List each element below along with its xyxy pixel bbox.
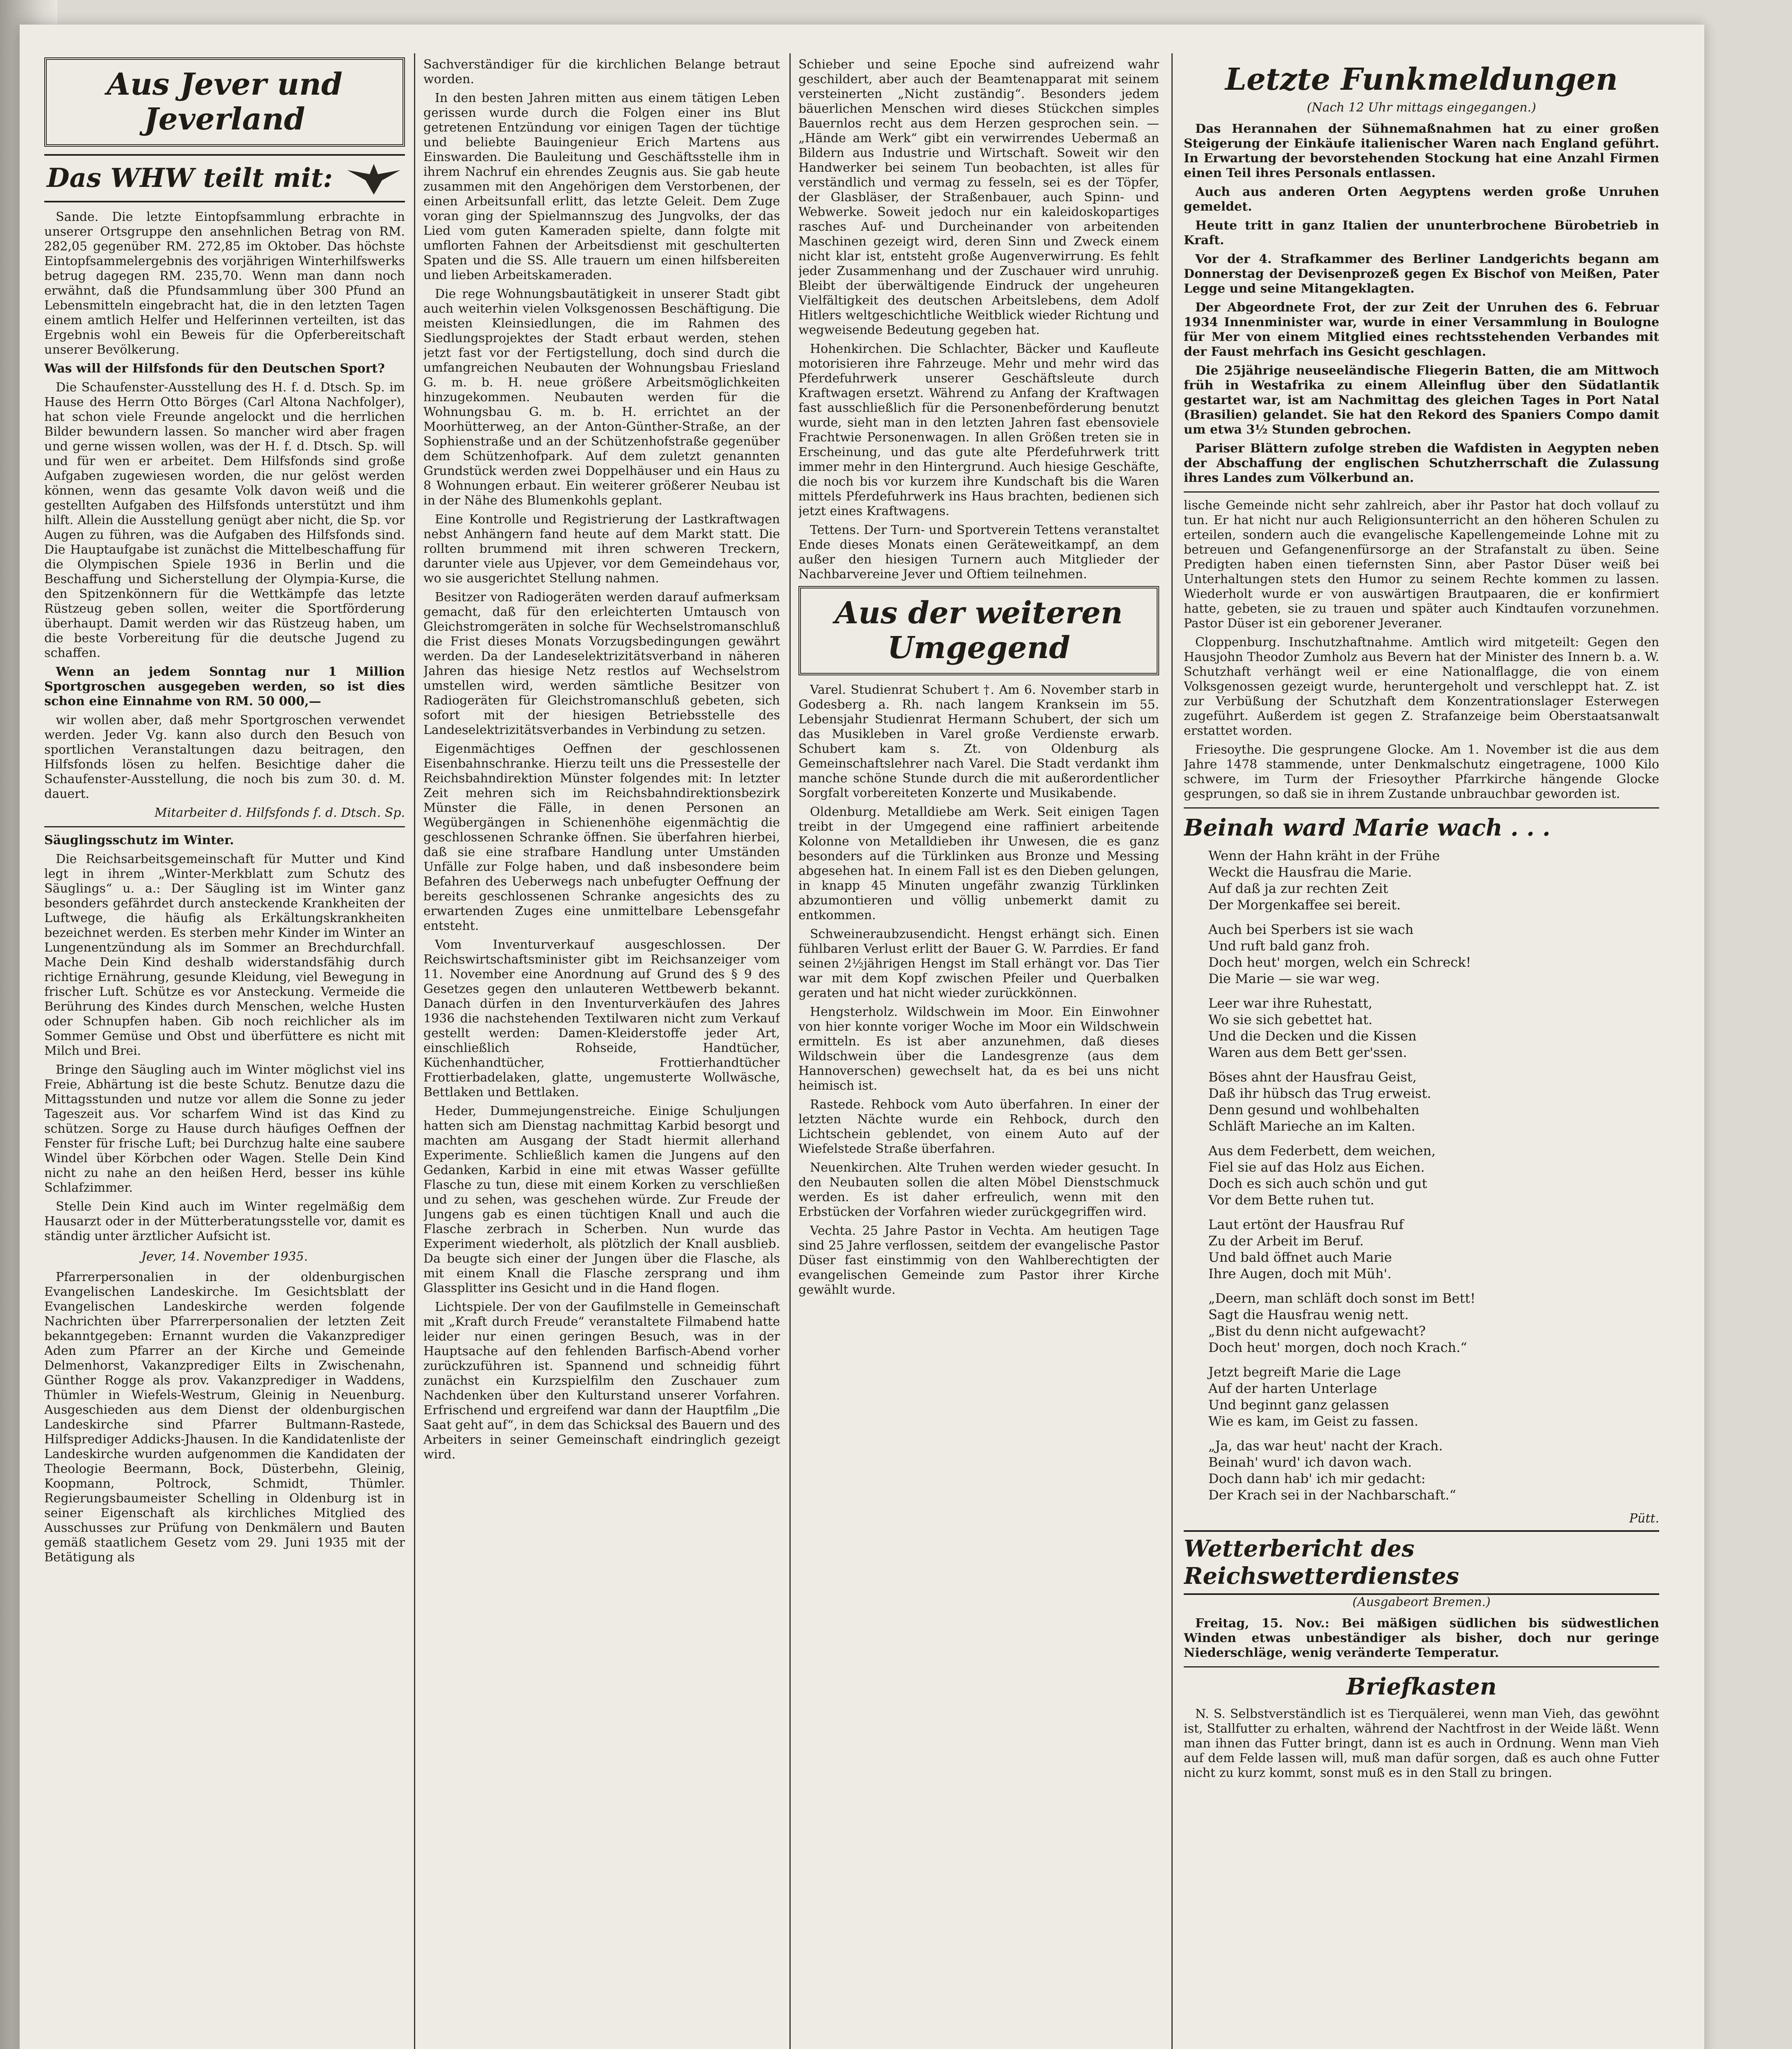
article-text: Bringe den Säugling auch im Winter möglichst viel ins Freie, Abhärtung ist die beste Schutz. Benutze dazu die Mittagsstunden und nutze vor allem die Sonne zu jeder Tageszeit aus. Vor scharfem Wind ist das Kind zu schützen. Sorge zu Hause durch häufiges Oeffnen der Fenster für frische Luft; bei Durchzug halte eine saubere Windel über Körbchen oder Wagen. Stelle Dein Kind nicht zu nahe an den heißen Herd, besser ins kühle Schlafzimmer.: [44, 1063, 405, 1195]
poem-line: Denn gesund und wohlbehalten: [1208, 1102, 1419, 1118]
poem-stanza: [1208, 1364, 1659, 1429]
article-text: Eine Kontrolle und Registrierung der Lastkraftwagen nebst Anhängern fand heute auf dem Markt statt. Die rollten brummend mit ihren schweren Treckern, darunter viele aus Upjever, vor dem Gemeindehaus vor, wo sie ausgerichtet Stellung nahmen.: [423, 512, 780, 586]
dateline: Jever, 14. November 1935.: [141, 1249, 308, 1264]
poem-line: Zu der Arbeit im Beruf.: [1208, 1233, 1364, 1249]
poem-line: Jetzt begreift Marie die Lage: [1208, 1364, 1401, 1380]
article-heading: Was will der Hilfsfonds für den Deutschen Sport?: [44, 361, 385, 376]
news-item: Der Abgeordnete Frot, der zur Zeit der Unruhen des 6. Februar 1934 Innenminister war, wurde in einer Versammlung in Boulogne für Mer von einem Mitglied eines rechtsstehenden Verbandes mit der Faust mehrfach ins Gesicht geschlagen.: [1184, 300, 1659, 359]
divider: [1184, 1666, 1659, 1667]
article-text: Eigenmächtiges Oeffnen der geschlossenen Eisenbahnschranke. Hierzu teilt uns die Pressestelle der Reichsbahndirektion Münster folgendes mit: In letzter Zeit mehren sich im Reichsbahndirektionsbezirk Münster die Fälle, in denen Personen an Wegübergängen in Schienenhöhe eigenmächtig die geschlossenen Schranke öffnen. Sie überfahren hierbei, daß sie eine strafbare Handlung unter Umständen Unfälle zur Folge haben, und daß insbesondere beim Befahren des Ueberwegs nach unbefugter Oeffnung der bereits geschlossenen Schranke angesichts des zu erwartenden Zuges eine unmittelbare Lebensgefahr entsteht.: [423, 742, 780, 933]
divider: [1184, 491, 1659, 493]
section-header-box: [44, 57, 405, 147]
poem-stanza: [1208, 1290, 1659, 1356]
weather-text: Freitag, 15. Nov.: Bei mäßigen südlichen bis südwestlichen Winden etwas unbeständiger als bisher, doch nur geringe Niederschläge, wenig veränderte Temperatur.: [1184, 1616, 1659, 1661]
article-text: Rastede. Rehbock vom Auto überfahren. In einer der letzten Nächte wurde ein Rehbock, durch den Lichtschein geblendet, von einem Auto auf der Wiefelstede Straße überfahren.: [798, 1097, 1159, 1156]
news-item: Die 25jährige neuseeländische Fliegerin Batten, die am Mittwoch früh in Westafrika zu einem Alleinflug über den Südatlantik gestartet war, ist am Nachmittag des gleichen Tages in Port Natal (Brasilien) gelandet. Sie hat den Rekord des Spaniers Compo damit um etwa 3½ Stunden gebrochen.: [1184, 363, 1659, 437]
poem-line: Daß ihr hübsch das Trug erweist.: [1208, 1085, 1431, 1101]
poem-line: Beinah' wurd' ich davon wach.: [1208, 1454, 1412, 1470]
poem-line: Fiel sie auf das Holz aus Eichen.: [1208, 1159, 1425, 1175]
news-item: Heute tritt in ganz Italien der ununterbrochene Bürobetrieb in Kraft.: [1184, 218, 1659, 248]
article-text: Sachverständiger für die kirchlichen Belange betraut worden.: [423, 57, 780, 86]
article-text: Besitzer von Radiogeräten werden darauf aufmerksam gemacht, daß für den erleichterten Umtausch von Gleichstromgeräten in solche für Wechselstromanschluß die Frist dieses Monats Vorzugsbedingungen gewährt werden. Da der Landeselektrizitätsverband in näheren Jahren das hiesige Netz restlos auf Wechselstrom umstellen wird, werden sämtliche Besitzer von Radiogeräten für Gleichstromanschluß gebeten, sich sofort mit der hiesigen Betriebsstelle des Landeselektrizitätsverbandes in Verbindung zu setzen.: [423, 590, 780, 737]
poem-stanza: [1208, 1069, 1659, 1134]
article-text: Stelle Dein Kind auch im Winter regelmäßig dem Hausarzt oder in der Mütterberatungsstelle vor, damit es ständig unter ärztlicher Aufsicht ist.: [44, 1199, 405, 1244]
poem-line: Auf der harten Unterlage: [1208, 1380, 1377, 1396]
column-rule: [1171, 53, 1173, 2049]
poem-line: Doch heut' morgen, doch noch Krach.“: [1208, 1339, 1467, 1355]
section-title: Aus der weiteren Umgegend: [835, 595, 1123, 666]
article-text: Hohenkirchen. Die Schlachter, Bäcker und Kaufleute motorisieren ihre Fahrzeuge. Mehr und mehr wird das Pferdefuhrwerk unserer Geschäftsleute durch Kraftwagen ersetzt. Während zu Anfang der Kraftwagen fast ausschließlich für die Personenbeförderung benutzt wurde, sieht man in den letzten Jahren fast ebensoviele Frachtwie Personenwagen. In allen Größen treten sie in Erscheinung, und das gute alte Pferdefuhrwerk tritt immer mehr in den Hintergrund. Auch hiesige Geschäfte, die noch bis vor kurzem ihre Kundschaft bis die Waren mittels Pferdefuhrwerk ins Haus brachten, bedienen sich jetzt eines Kraftwagens.: [798, 342, 1159, 518]
poem-line: Doch heut' morgen, welch ein Schreck!: [1208, 954, 1471, 970]
poem-line: Sagt die Hausfrau wenig nett.: [1208, 1306, 1409, 1322]
article-text: Cloppenburg. Inschutzhaftnahme. Amtlich wird mitgeteilt: Gegen den Hausjohn Theodor Zumholz aus Bevern hat der Minister des Innern b. a. W. Schutzhaft verhängt weil er eine Nationalflagge, die von einem Volksgenossen gezeigt wurde, heruntergeholt und verschleppt hat. Z. ist zur Verbüßung der Schutzhaft dem Konzentrationslager Esterwegen zugeführt. Außerdem ist gegen Z. Strafanzeige beim Oberstaatsanwalt erstattet worden.: [1184, 635, 1659, 738]
poem-signature: Pütt.: [1629, 1511, 1659, 1526]
article-text: Friesoythe. Die gesprungene Glocke. Am 1. November ist die aus dem Jahre 1478 stammende, unter Denkmalschutz eingetragene, 1000 Kilo schwere, im Turm der Friesoyther Pfarrkirche hängende Glocke gesprungen, so daß sie in ihrem Zustande unbrauchbar geworden ist.: [1184, 742, 1659, 801]
poem-line: Die Marie — sie war weg.: [1208, 970, 1380, 986]
article-text: Die Reichsarbeitsgemeinschaft für Mutter und Kind legt in ihrem „Winter-Merkblatt zum Schutz des Säuglings“ u. a.: Der Säugling ist im Winter ganz besonders gefährdet durch ansteckende Krankheiten der Luftwege, die häufig als Erkältungskrankheiten bezeichnet werden. Es sterben mehr Kinder im Winter an Lungenentzündung als im Sommer an Brechdurchfall. Mache Dein Kind deshalb widerstandsfähig durch richtige Ernährung, gesunde Kleidung, viel Bewegung in frischer Luft. Schütze es vor Ansteckung. Vermeide die Berührung des Kindes durch Menschen, welche Husten oder Schnupfen haben. Gib noch reichlicher als im Sommer Gemüse und Obst und überfüttere es nicht mit Milch und Brei.: [44, 852, 405, 1059]
poem-line: Wie es kam, im Geist zu fassen.: [1208, 1413, 1419, 1429]
column-2: [423, 57, 780, 2049]
divider: [44, 826, 405, 827]
poem-line: Laut ertönt der Hausfrau Ruf: [1208, 1216, 1404, 1232]
poem-line: Waren aus dem Bett ger'ssen.: [1208, 1044, 1407, 1060]
weather-title: Wetterbericht des Reichswetterdienstes: [1184, 1535, 1459, 1590]
poem-line: Und beginnt ganz gelassen: [1208, 1397, 1389, 1413]
section-header-box: [798, 586, 1159, 675]
article-text: Oldenburg. Metalldiebe am Werk. Seit einigen Tagen treibt in der Umgegend eine raffiniert arbeitende Kolonne von Metalldieben ihr Unwesen, die es ganz besonders auf die Türklinken aus Bronze und Messing abgesehen hat. In einem Fall ist es den Dieben gelungen, in knapp 45 Minuten ungefähr zwanzig Türklinken abzumontieren und völlig unbemerkt damit zu entkommen.: [798, 805, 1159, 923]
article-text: lische Gemeinde nicht sehr zahlreich, aber ihr Pastor hat doch vollauf zu tun. Er hat nicht nur auch Religionsunterricht an den höheren Schulen zu erteilen, sondern auch die evangelische Kapellengemeinde Lohne mit zu betreuen und Gefangenenfürsorge an der Strafanstalt zu üben. Seine Predigten haben einen tiefernsten Sinn, aber Pastor Düser weiß bei Unterhaltungen stets den Humor zu seinem Rechte kommen zu lassen. Wiederholt wurde er von auswärtigen Brautpaaren, die er konfirmiert hatte, gebeten, sie zu trauen und später auch Kindtaufen vorzunehmen. Pastor Düser ist ein geborener Jeveraner.: [1184, 498, 1659, 631]
poem-stanza: [1208, 921, 1659, 987]
poem-line: Und ruft bald ganz froh.: [1208, 938, 1370, 954]
poem-line: Und bald öffnet auch Marie: [1208, 1249, 1392, 1265]
article-text: Schweineraubzusendicht. Hengst erhängt sich. Einen fühlbaren Verlust erlitt der Bauer G. W. Parrdies. Er fand seinen 2½jährigen Hengst im Stall erhängt vor. Das Tier war mit dem Kopf zwischen Pfeiler und Querbalken geraten und hat nicht wieder zurückkönnen.: [798, 927, 1159, 1001]
article-text: In den besten Jahren mitten aus einem tätigen Leben gerissen wurde durch die Folgen einer ins Blut getretenen Entzündung vor einigen Tagen der tüchtige und beliebte Bauingenieur Erich Martens aus Einswarden. Die Bauleitung und Geschäftsstelle ihm in ihrem Nachruf ein ehrendes Zeugnis aus. Sie gab heute zusammen mit den Angehörigen dem Verstorbenen, der einen Arbeitsunfall erlitt, das letzte Geleit. Dem Zuge voran ging der Spielmannszug des Jungvolks, der das Lied vom guten Kameraden spielte, dann folgte mit umflorten Fahnen der Arbeitsdienst mit geschulterten Spaten und die SS. Alle trauern um einen hilfsbereiten und lieben Arbeitskameraden.: [423, 91, 780, 282]
poem-line: Der Krach sei in der Nachbarschaft.“: [1208, 1487, 1456, 1503]
newspaper-page: [20, 25, 1704, 2049]
article-text: Vom Inventurverkauf ausgeschlossen. Der Reichswirtschaftsminister gibt im Reichsanzeiger vom 11. November eine Anordnung auf Grund des § 9 des Gesetzes gegen den unlauteren Wettbewerb bekannt. Danach dürfen in den Inventurverkäufen des Jahres 1936 die nachstehenden Textilwaren nicht zum Verkauf gestellt werden: Damen-Kleiderstoffe jeder Art, einschließlich Rohseide, Handtücher, Küchenhandtücher, Frottierhandtücher Frottierbadelaken, glatte, ungemusterte Wollwäsche, Bettlaken und Bettlaken.: [423, 938, 780, 1099]
article-text: Lichtspiele. Der von der Gaufilmstelle in Gemeinschaft mit „Kraft durch Freude“ veranstaltete Filmabend hatte leider nur einen geringen Besuch, was in der Hauptsache auf den fehlenden Barfisch-Abend vorher zurückzuführen ist. Spannend und schneidig führt zunächst ein Kurzspielfilm den Zuschauer zum Nachdenken über den Kulturstand unserer Vorfahren. Erfrischend und ergreifend war dann der Hauptfilm „Die Saat geht auf“, in dem das Schicksal des Bauern und des Arbeiters in seiner Gemeinschaft eindringlich gezeigt wird.: [423, 1300, 780, 1462]
article-text: Neuenkirchen. Alte Truhen werden wieder gesucht. In den Neubauten sollen die alten Möbel Dienstschmuck werden. Es ist daher erfreulich, wenn mit den Erbstücken der Vorfahren wieder zurückgegriffen wird.: [798, 1161, 1159, 1220]
poem: [1184, 847, 1659, 1503]
poem-stanza: [1208, 995, 1659, 1061]
column-1: [44, 57, 405, 2049]
poem-line: Weckt die Hausfrau die Marie.: [1208, 864, 1412, 880]
poem-line: Wenn der Hahn kräht in der Frühe: [1208, 847, 1440, 863]
poem-line: Vor dem Bette ruhen tut.: [1208, 1192, 1374, 1208]
poem-line: Der Morgenkaffee sei bereit.: [1208, 897, 1401, 913]
article-text: Schieber und seine Epoche sind aufreizend wahr geschildert, aber auch der Beamtenapparat mit seinem versteinerten „Nicht zuständig“. Besonders jedem bäuerlichen Menschen wird dieses Stückchen simples Bauernlos recht aus dem Herzen gesprochen sein. — „Hände am Werk“ gibt ein verwirrendes Uebermaß an Bildern aus Industrie und Wirtschaft. Soweit wir den Handwerker bei seinem Tun beobachten, ist alles für verständlich und vermag zu fesseln, sei es der Töpfer, der Glasbläser, der Straßenbauer, auch Spinn- und Webwerke. Soweit jedoch nur ein kaleidoskopartiges rasches Auf- und Durcheinander von arbeitenden Maschinen gezeigt wird, deren Sinn und Zweck einem nicht klar ist, entsteht große Augenverwirrung. Es fehlt jeder Zusammenhang und der Zuschauer wird unruhig. Bleibt der überwältigende Eindruck der ungeheuren Vielfältigkeit des deutschen Arbeitslebens, dem Adolf Hitlers weltgeschichtliche Weitblick wieder Richtung und wegweisende Bedeutung gegeben hat.: [798, 57, 1159, 337]
column-3: [798, 57, 1159, 2049]
article-highlight: Wenn an jedem Sonntag nur 1 Million Sportgroschen ausgegeben werden, so ist dies schon eine Einnahme von RM. 50 000,—: [44, 665, 405, 709]
poem-stanza: [1208, 847, 1659, 913]
poem-line: Leer war ihre Ruhestatt,: [1208, 995, 1373, 1011]
poem-line: „Ja, das war heut' nacht der Krach.: [1208, 1438, 1443, 1454]
eagle-emblem-icon: [345, 160, 403, 197]
news-item: Auch aus anderen Orten Aegyptens werden große Unruhen gemeldet.: [1184, 184, 1659, 214]
poem-line: Wo sie sich gebettet hat.: [1208, 1011, 1373, 1027]
article-text: Die rege Wohnungsbautätigkeit in unserer Stadt gibt auch weiterhin vielen Volksgenossen Beschäftigung. Die meisten Kleinsiedlungen, die im Rahmen des Siedlungsprojektes der Stadt erbaut werden, stehen jetzt fast vor der Fertigstellung, doch sind durch die umfangreichen Neubauten der Wohnungsbau Friesland G. m. b. H. neue größere Arbeitsmöglichkeiten hinzugekommen. Neubauten werden für die Wohnungsbau G. m. b. H. errichtet an der Moorhütterweg, an der Anton-Günther-Straße, an der Sophienstraße und an der Schützenhofstraße gegenüber dem Schützenhofpark. Auf dem zuletzt genannten Grundstück werden zwei Doppelhäuser und ein Haus zu 8 Wohnungen erbaut. Ein weiterer größerer Neubau ist in der Nähe des Blumenkohls geplant.: [423, 287, 780, 508]
poem-stanza: [1208, 1143, 1659, 1208]
letters-text: N. S. Selbstverständlich ist es Tierquälerei, wenn man Vieh, das gewöhnt ist, Stallfutter zu erhalten, während der Nachtfrost in der Weide läßt. Wenn man ihnen das Futter bringt, dann ist es auch in Ordnung. Wenn man Vieh auf dem Felde lassen will, muß man dafür sorgen, daß es auch ohne Futter nicht zu kurz kommt, sonst muß es in den Stall zu bringen.: [1184, 1706, 1659, 1780]
article-signature: Mitarbeiter d. Hilfsfonds f. d. Dtsch. Sp.: [155, 806, 405, 820]
poem-line: Auf daß ja zur rechten Zeit: [1208, 880, 1388, 896]
news-item: Das Herannahen der Sühnemaßnahmen hat zu einer großen Steigerung der Einkäufe italienischer Waren nach England geführt. In Erwartung der bevorstehenden Stockung hat eine Anzahl Firmen einen Teil ihres Personals entlassen.: [1184, 121, 1659, 180]
poem-line: Doch dann hab' ich mir gedacht:: [1208, 1470, 1426, 1486]
poem-line: Auch bei Sperbers ist sie wach: [1208, 921, 1414, 937]
article-heading: Säuglingsschutz im Winter.: [44, 833, 234, 848]
news-item: Pariser Blättern zufolge streben die Wafdisten in Aegypten neben der Abschaffung der englischen Schutzherrschaft die Zulassung ihres Landes zum Völkerbund an.: [1184, 441, 1659, 485]
poem-line: „Deern, man schläft doch sonst im Bett!: [1208, 1290, 1476, 1306]
article-text: Sande. Die letzte Eintopfsammlung erbrachte in unserer Ortsgruppe den ansehnlichen Betrag von RM. 282,05 gegenüber RM. 272,85 im Oktober. Das höchste Eintopfsammelergebnis des vorjährigen Winterhilfswerks betrug dagegen RM. 235,70. Wenn man dann noch erwähnt, daß die Pfundsammlung über 300 Pfund an Lebensmitteln eingebracht hat, die in den letzten Tagen einem amtlich Helfer und Helferinnen verteilten, ist das Ergebnis wohl ein Beweis für die Opferbereitschaft unserer Bevölkerung.: [44, 210, 405, 357]
weather-header: [1184, 1530, 1659, 1595]
article-text: Varel. Studienrat Schubert †. Am 6. November starb in Godesberg a. Rh. nach langem Kranksein im 55. Lebensjahr Studienrat Hermann Schubert, der sich um das Musikleben in Varel große Verdienste erwarb. Schubert kam s. Zt. von Oldenburg als Gemeinschaftslehrer nach Varel. Die Stadt verdankt ihm manche schöne Stunde durch die mit außerordentlicher Sorgfalt vorbereiteten Konzerte und Musikabende.: [798, 683, 1159, 801]
poem-stanza: [1208, 1438, 1659, 1503]
article-text: Vechta. 25 Jahre Pastor in Vechta. Am heutigen Tage sind 25 Jahre verflossen, seitdem der evangelische Pastor Düser fast einstimmig von den Wahlberechtigten der evangelischen Gemeinde zum Pastor ihrer Kirche gewählt wurde.: [798, 1224, 1159, 1297]
poem-line: Böses ahnt der Hausfrau Geist,: [1208, 1069, 1417, 1085]
article-text: Pfarrerpersonalien in der oldenburgischen Evangelischen Landeskirche. Im Gesichtsblatt der Evangelischen Landeskirche werden folgende Nachrichten über Pfarrerpersonalien der letzten Zeit bekanntgegeben: Ernannt wurden die Vakanzprediger Aden zum Pfarrer an der Kirche und Gemeinde Delmenhorst, Vakanzprediger Eilts in Zwischenahn, Günther Rogge als prov. Vakanzprediger in Waddens, Thümler in Wiefels-Westrum, Gleinig in Neuenburg. Ausgeschieden aus dem Dienst der oldenburgischen Landeskirche sind Pfarrer Bultmann-Rastede, Hilfsprediger Addicks-Jhausen. In die Kandidatenliste der Landeskirche wurden aufgenommen die Kandidaten der Theologie Beermann, Bock, Düsterbehn, Gleinig, Koopmann, Poltrock, Schmidt, Thümler. Regierungsbaumeister Schelling in Oldenburg ist in seiner Eigenschaft als kirchliches Mitglied des Ausschusses zur Prüfung von Denkmälern und Bauten gemäß staatlichem Gesetz vom 29. Juni 1935 mit der Betätigung als: [44, 1270, 405, 1565]
article-text: wir wollen aber, daß mehr Sportgroschen verwendet werden. Jeder Vg. kann also durch den Besuch von sportlichen Veranstaltungen dazu beitragen, den Hilfsfonds lösen zu helfen. Besichtige daher die Schaufenster-Ausstellung, die noch bis zum 30. d. M. dauert.: [44, 713, 405, 802]
poem-line: Doch es sich auch schön und gut: [1208, 1175, 1427, 1191]
poem-line: Und die Decken und die Kissen: [1208, 1028, 1417, 1044]
letters-title: Briefkasten: [1346, 1673, 1497, 1701]
whw-title: Das WHW teilt mit:: [47, 162, 333, 193]
column-rule: [414, 53, 415, 2049]
poem-title: Beinah ward Marie wach . . .: [1184, 814, 1551, 841]
poem-stanza: [1208, 1216, 1659, 1282]
poem-line: Schläft Marieche an im Kalten.: [1208, 1118, 1415, 1134]
whw-banner: [44, 154, 405, 202]
article-text: Heder, Dummejungenstreiche. Einige Schuljungen hatten sich am Dienstag nachmittag Karbid besorgt und machten am Ausgang der Stadt hiermit allerhand Experimente. Schließlich kamen die Jungens auf den Gedanken, Karbid in eine mit etwas Wasser gefüllte Flasche zu tun, diese mit einem Korken zu verschließen und zu sehen, was geschehen würde. Zur Freude der Jungens gab es einen tüchtigen Knall und auch die Flasche zerbrach in Scherben. Nun wurde das Experiment wiederholt, als plötzlich der Knall ausblieb. Da beugte sich einer der Jungen über die Flasche, als mit einem Knall die Flasche zersprang und ihm Glassplitter ins Gesicht und in die Hand flogen.: [423, 1104, 780, 1295]
news-flash-title: Letzte Funkmeldungen: [1225, 62, 1618, 97]
weather-subtitle: (Ausgabeort Bremen.): [1352, 1595, 1491, 1610]
article-text: Tettens. Der Turn- und Sportverein Tettens veranstaltet Ende dieses Monats einen Geräteweitkampf, an dem außer den hiesigen Turnern auch Mitglieder der Nachbarvereine Jever und Oftiem teilnehmen.: [798, 523, 1159, 582]
news-flash-subtitle: (Nach 12 Uhr mittags eingegangen.): [1307, 100, 1536, 115]
article-text: Die Schaufenster-Ausstellung des H. f. d. Dtsch. Sp. im Hause des Herrn Otto Börges (Carl Altona Nachfolger), hat schon viele Freunde angelockt und die herrlichen Bilder bewundern lassen. So mancher wird aber fragen und gerne wissen wollen, was der H. f. d. Dtsch. Sp. will und für wen er arbeitet. Dem Hilfsfonds sind große Aufgaben zugewiesen worden, die nur gelöst werden können, wenn das gesamte Volk davon weiß und die gestellten Aufgaben des Hilfsfonds unterstützt und ihm hilft. Allein die Ausstellung genügt aber nicht, die Sp. vor Augen zu führen, was die Aufgaben des Hilfsfonds sind. Die Hauptaufgabe ist zunächst die Mittelbeschaffung für die Olympischen Spiele 1936 in Berlin und die Beschaffung und Sicherstellung der Olympia-Kurse, die den Spitzenkönnern für die Wettkämpfe das letzte Rüstzeug geben sollen, weiter die Sportförderung überhaupt. Damit werden wir das Rüstzeug haben, um die beste Vorbereitung für die deutsche Jugend zu schaffen.: [44, 380, 405, 661]
column-4: [1184, 57, 1659, 2049]
poem-line: „Bist du denn nicht aufgewacht?: [1208, 1323, 1426, 1339]
section-title: Aus Jever und Jeverland: [107, 67, 343, 137]
divider: [1184, 807, 1659, 809]
news-item: Vor der 4. Strafkammer des Berliner Landgerichts begann am Donnerstag der Devisenprozeß gegen Ex Bischof von Meißen, Pater Legge und seine Mitangeklagten.: [1184, 252, 1659, 296]
column-rule: [789, 53, 791, 2049]
poem-line: Ihre Augen, doch mit Müh'.: [1208, 1265, 1392, 1281]
article-text: Hengsterholz. Wildschwein im Moor. Ein Einwohner von hier konnte voriger Woche im Moor ein Wildschwein ermitteln. Es ist aber anzunehmen, daß dieses Wildschwein über die Landesgrenze (aus dem Hannoverschen) gewechselt hat, da es bei uns nicht heimisch ist.: [798, 1005, 1159, 1093]
poem-line: Aus dem Federbett, dem weichen,: [1208, 1143, 1436, 1159]
